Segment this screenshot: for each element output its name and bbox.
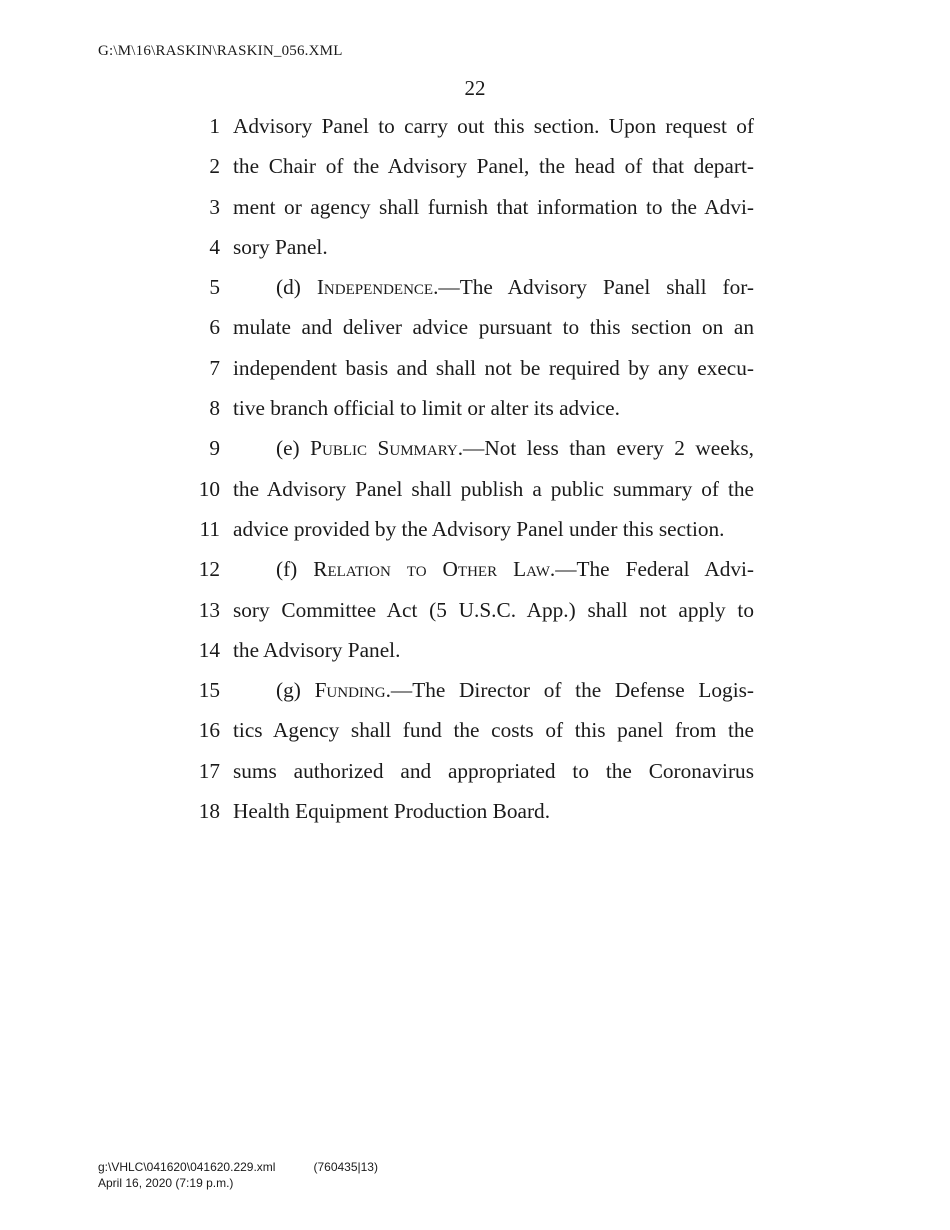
line-number: 1: [209, 114, 220, 138]
line-text: sory Panel.: [233, 234, 328, 259]
page-number: 22: [464, 76, 486, 100]
text-line: [190, 348, 790, 388]
text-line: [190, 670, 790, 710]
text-line: [190, 791, 790, 831]
line-number: 2: [209, 154, 220, 179]
text-line: [190, 267, 790, 307]
subsection-label: (d): [276, 275, 317, 300]
line-number: 10: [198, 476, 220, 501]
text-line: [190, 307, 790, 347]
text-line: [190, 187, 790, 227]
text-line: [190, 710, 790, 750]
line-text: ment or agency shall furnish that information to the Advi-: [233, 194, 754, 219]
document-path: G:\M\16\RASKIN\RASKIN_056.XML: [98, 43, 343, 59]
line-text: the Chair of the Advisory Panel, the head of that depart-: [233, 154, 754, 179]
line-text: [233, 428, 754, 468]
subsection-heading: Independence: [316, 275, 434, 300]
line-number: 13: [198, 597, 220, 622]
text-line: [190, 469, 790, 509]
line-text: Health Equipment Production Board.: [233, 799, 551, 824]
line-text: tive branch official to limit or alter its advice.: [233, 396, 620, 421]
text-line: [190, 146, 790, 186]
line-text-rest: .—Not less than every 2 weeks,: [457, 436, 754, 461]
text-line: [190, 751, 790, 791]
line-number: 6: [209, 315, 220, 340]
footer-file-path: g:\VHLC\041620\041620.229.xml: [98, 1160, 276, 1174]
subsection-heading: Public Summary: [310, 436, 458, 461]
text-line: [190, 388, 790, 428]
line-number: 3: [209, 194, 220, 219]
line-text: tics Agency shall fund the costs of this panel from the: [233, 718, 754, 743]
line-number: 4: [209, 234, 220, 259]
line-number: 17: [198, 758, 220, 783]
footer-code: (760435|13): [313, 1160, 378, 1174]
line-text: the Advisory Panel shall publish a public summary of the: [233, 476, 754, 501]
line-text-rest: .—The Advisory Panel shall for-: [433, 275, 754, 300]
line-text: [233, 549, 754, 589]
line-number: 7: [209, 355, 220, 380]
subsection-heading: Funding: [314, 678, 386, 703]
line-number: 5: [209, 275, 220, 300]
text-line: [190, 549, 790, 589]
footer-date: April 16, 2020 (7:19 p.m.): [98, 1176, 234, 1190]
line-text-rest: .—The Director of the Defense Logis-: [385, 678, 754, 703]
line-text: Advisory Panel to carry out this section. Upon request of: [233, 114, 754, 138]
text-line: [190, 590, 790, 630]
footer: [98, 1159, 378, 1191]
line-number: 12: [198, 557, 220, 582]
subsection-heading: Relation to Other Law: [313, 557, 550, 582]
line-number: 15: [198, 678, 220, 703]
line-number: 9: [209, 436, 220, 461]
subsection-label: (e): [276, 436, 311, 461]
line-number: 8: [209, 396, 220, 421]
text-line: [190, 428, 790, 468]
subsection-label: (f): [276, 557, 314, 582]
bill-text: [190, 106, 790, 831]
line-text: [233, 267, 754, 307]
line-number: 11: [199, 516, 220, 541]
line-text: sory Committee Act (5 U.S.C. App.) shall not apply to: [233, 597, 754, 622]
line-text: sums authorized and appropriated to the Coronavirus: [233, 758, 754, 783]
line-text: mulate and deliver advice pursuant to this section on an: [233, 315, 754, 340]
text-line: [190, 227, 790, 267]
line-number: 14: [198, 637, 220, 662]
footer-file-row: [98, 1159, 378, 1175]
text-line: [190, 106, 790, 146]
line-text: the Advisory Panel.: [233, 637, 401, 662]
line-text: independent basis and shall not be required by any execu-: [233, 355, 754, 380]
line-text: advice provided by the Advisory Panel under this section.: [233, 516, 725, 541]
text-line: [190, 630, 790, 670]
line-number: 16: [198, 718, 220, 743]
line-text: [233, 670, 754, 710]
line-number: 18: [198, 799, 220, 824]
subsection-label: (g): [276, 678, 315, 703]
line-text-rest: .—The Federal Advi-: [549, 557, 754, 582]
text-line: [190, 509, 790, 549]
